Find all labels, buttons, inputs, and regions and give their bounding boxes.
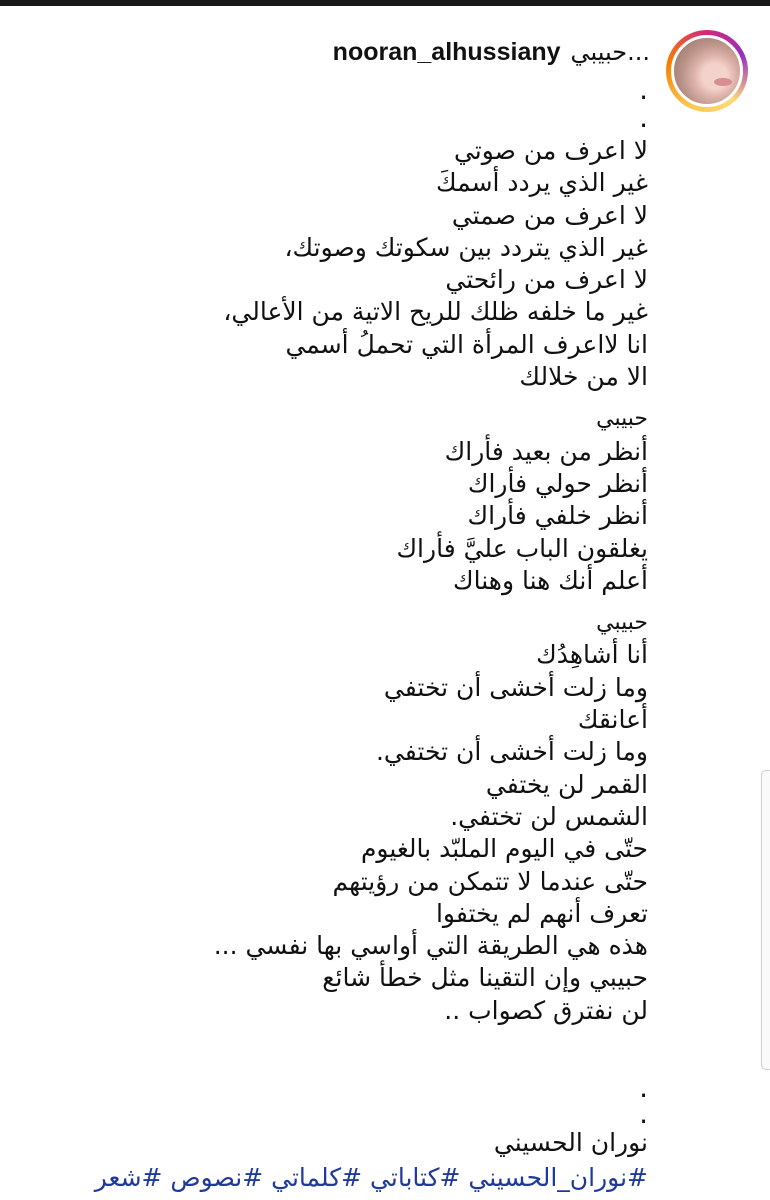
poem-line: الا من خلالك [519,362,648,392]
poem-line: يغلقون الباب عليَّ فأراك [396,533,648,563]
separator-dot: . [639,101,648,134]
hashtag-links[interactable]: #نوران_الحسيني #كتاباتي #كلماتي #نصوص #شعر [94,1163,648,1192]
poem-line: انا لااعرف المرأة التي تحملُ أسمي [285,329,648,359]
author-signature: نوران الحسيني [493,1128,648,1157]
top-border [0,0,770,6]
story-ring[interactable] [666,30,748,112]
poem-line: أعانقك [577,705,648,735]
poem-line: وما زلت أخشى أن تختفي [383,672,648,702]
poem-line: حبيبي وإن التقينا مثل خطأ شائع [322,963,648,993]
poem-line: حتّى عندما لا تتمكن من رؤيتهم [332,866,648,896]
username-link[interactable]: nooran_alhussiany [332,38,561,66]
avatar-photo-detail [714,78,732,86]
poem-line: غير ما خلفه ظلك للريح الاتية من الأعالي، [223,297,648,327]
poem-line: الشمس لن تختفي. [450,801,648,831]
post-header [333,38,650,72]
poem-line: تعرف أنهم لم يختفوا [435,898,648,928]
poem-line: لا اعرف من صمتي [451,200,648,230]
poem-line: لا اعرف من رائحتي [445,265,648,295]
poem-line: وما زلت أخشى أن تختفي. [375,737,648,767]
stanza-heading: حبيبي [596,610,648,636]
poem-line: القمر لن يختفي [485,769,648,799]
separator-dot: . [639,1071,648,1104]
poem-line: أنظر من بعيد فأراك [444,436,648,466]
separator-dot: . [639,73,648,106]
poem-line: حتّى في اليوم الملبّد بالغيوم [360,834,648,864]
avatar[interactable] [671,35,743,107]
poem-line: أنا أشاهِدُك [536,640,648,670]
poem-line: هذه هي الطريقة التي أواسي بها نفسي ... [213,931,648,961]
poem-line: أعلم أنك هنا وهناك [453,565,648,595]
poem-line: لا اعرف من صوتي [453,136,648,165]
scroll-handle[interactable] [761,770,770,1070]
separator-dot: . [639,1097,648,1130]
poem-line: أنظر حولي فأراك [467,468,648,498]
poem-line: غير الذي يتردد بين سكوتك وصوتك، [284,232,648,262]
poem-line: غير الذي يردد أسمكَ [436,168,648,198]
poem-line: أنظر خلفي فأراك [467,501,648,531]
caption-title: حبيبي... [570,38,650,66]
poem-line: لن نفترق كصواب .. [444,995,648,1025]
stanza-heading: حبيبي [596,406,648,432]
caption-poem [48,135,648,1027]
